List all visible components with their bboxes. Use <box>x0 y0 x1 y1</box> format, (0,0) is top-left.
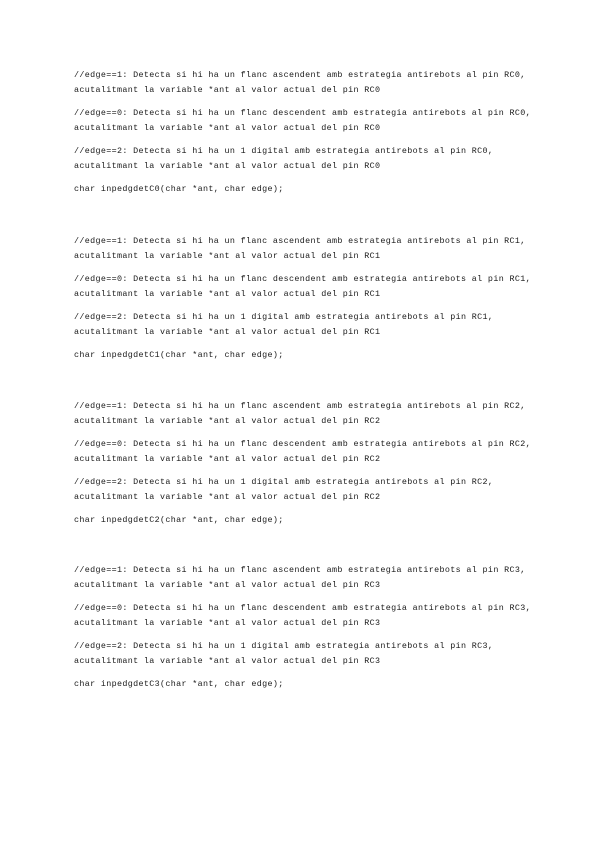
comment-falling-edge: //edge==0: Detecta si hi ha un flanc descendent amb estrategia antirebots al pin RC2, acutalitmant la variable *ant al valor actual del pin RC2 <box>74 439 537 464</box>
function-doc-rc1 <box>74 234 537 363</box>
function-declaration: char inpedgdetC1(char *ant, char edge); <box>74 350 284 360</box>
comment-rising-edge: //edge==1: Detecta si hi ha un flanc ascendent amb estrategia antirebots al pin RC1, acutalitmant la variable *ant al valor actual del pin RC1 <box>74 236 531 261</box>
comment-rising-edge: //edge==1: Detecta si hi ha un flanc ascendent amb estrategia antirebots al pin RC2, acutalitmant la variable *ant al valor actual del pin RC2 <box>74 401 531 426</box>
function-declaration: char inpedgdetC0(char *ant, char edge); <box>74 184 284 194</box>
comment-digital-one: //edge==2: Detecta si hi ha un 1 digital amb estrategia antirebots al pin RC3, acutalitmant la variable *ant al valor actual del pin RC3 <box>74 641 499 666</box>
comment-falling-edge: //edge==0: Detecta si hi ha un flanc descendent amb estrategia antirebots al pin RC1, acutalitmant la variable *ant al valor actual del pin RC1 <box>74 274 537 299</box>
comment-digital-one: //edge==2: Detecta si hi ha un 1 digital amb estrategia antirebots al pin RC1, acutalitmant la variable *ant al valor actual del pin RC1 <box>74 312 499 337</box>
comment-falling-edge: //edge==0: Detecta si hi ha un flanc descendent amb estrategia antirebots al pin RC0, acutalitmant la variable *ant al valor actual del pin RC0 <box>74 108 537 133</box>
function-doc-rc0 <box>74 68 537 197</box>
function-declaration: char inpedgdetC3(char *ant, char edge); <box>74 679 284 689</box>
comment-digital-one: //edge==2: Detecta si hi ha un 1 digital amb estrategia antirebots al pin RC2, acutalitmant la variable *ant al valor actual del pin RC2 <box>74 477 499 502</box>
function-doc-rc3 <box>74 563 537 692</box>
comment-rising-edge: //edge==1: Detecta si hi ha un flanc ascendent amb estrategia antirebots al pin RC3, acutalitmant la variable *ant al valor actual del pin RC3 <box>74 565 531 590</box>
comment-rising-edge: //edge==1: Detecta si hi ha un flanc ascendent amb estrategia antirebots al pin RC0, acutalitmant la variable *ant al valor actual del pin RC0 <box>74 70 531 95</box>
comment-digital-one: //edge==2: Detecta si hi ha un 1 digital amb estrategia antirebots al pin RC0, acutalitmant la variable *ant al valor actual del pin RC0 <box>74 146 499 171</box>
function-doc-rc2 <box>74 399 537 528</box>
comment-falling-edge: //edge==0: Detecta si hi ha un flanc descendent amb estrategia antirebots al pin RC3, acutalitmant la variable *ant al valor actual del pin RC3 <box>74 603 537 628</box>
function-declaration: char inpedgdetC2(char *ant, char edge); <box>74 515 284 525</box>
